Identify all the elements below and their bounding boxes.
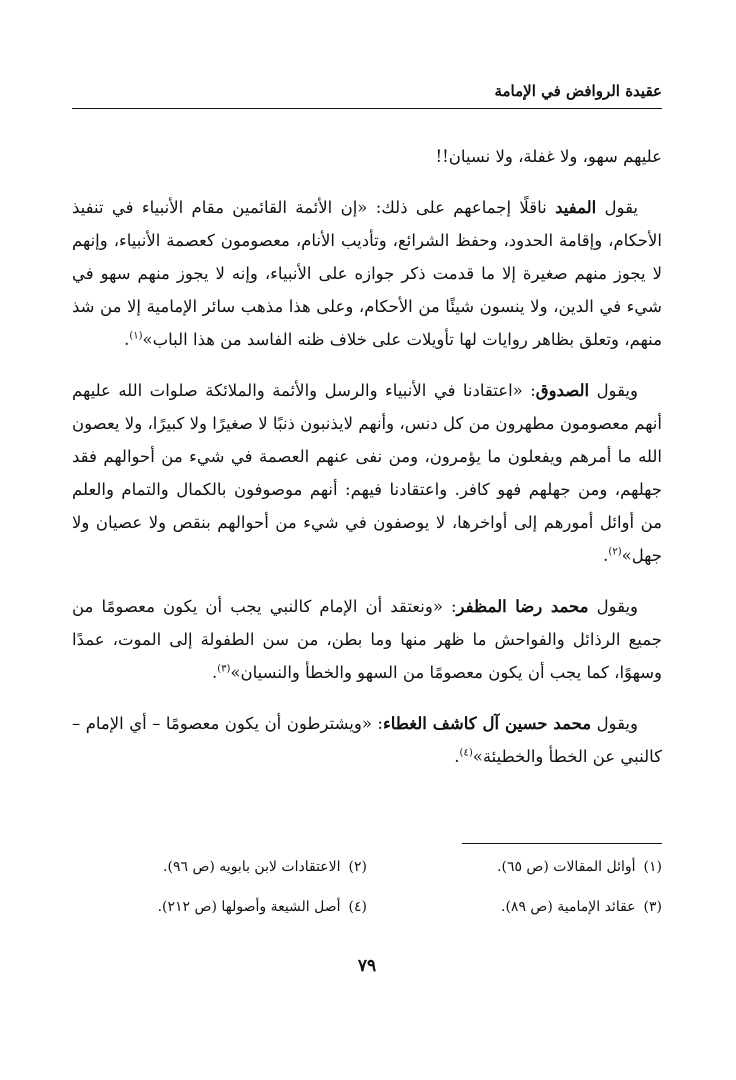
footnote-text: عقائد الإمامية (ص ٨٩). [501,899,636,915]
paragraph-lead: ويقول [591,714,638,733]
quote-text: ناقلًا إجماعهم على ذلك: «إن الأئمة القائمين مقام الأنبياء في تنفيذ الأحكام، وإقامة الحدود، وحفظ الشرائع، وتأديب الأنام، معصومون كعصمة الأنبياء، وإنهم لا يجوز منهم صغيرة إلا ما قدمت ذكر جوازه على الأنبياء، وإنه لا يجوز منهم سهو في شيء في الدين، ولا ينسون شيئًا من الأحكام، وعلى هذا مذهب سائر الإمامية إلا من شذ منهم، وتعلق بظاهر روايات لها تأويلات على خلاف ظنه الفاسد من هذا الباب» [72,198,662,349]
page-number: ٧٩ [357,956,377,976]
author-name: محمد رضا المظفر [456,597,589,616]
quote-text: : «ونعتقد أن الإمام كالنبي يجب أن يكون معصومًا من جميع الرذائل والفواحش ما ظهر منها وما بطن، من سن الطفولة إلى الموت، عمدًا وسهوًا، كما يجب أن يكون معصومًا من السهو والخطأ والنسيان» [72,597,662,682]
sentence-end: . [454,747,460,766]
sentence-end: . [603,546,609,565]
footnote-1 [367,856,662,878]
header-divider [72,108,662,109]
paragraph-kashif-alghita [72,707,662,773]
author-name: محمد حسين آل كاشف الغطاء [382,714,592,733]
footnote-number: (٤) [348,899,367,915]
sentence-end: . [211,663,218,682]
footnote-row [72,856,662,878]
main-text [72,140,662,791]
footnote-divider [462,843,662,844]
footnote-marker: (٣) [217,663,231,675]
sentence-end: . [124,330,130,349]
author-name: المفيد [555,198,597,217]
footnote-3 [367,896,662,918]
continuation-line: عليهم سهو، ولا غفلة، ولا نسيان!! [435,147,662,166]
paragraph-lead: يقول [596,198,639,217]
footnote-number: (٢) [348,859,367,875]
footnote-marker: (٤) [459,747,473,759]
footnote-marker: (١) [129,330,143,342]
quote-text: : «ويشترطون أن يكون معصومًا – أي الإمام – كالنبي عن الخطأ والخطيئة» [72,714,662,766]
author-name: الصدوق [535,381,590,400]
footnote-text: أوائل المقالات (ص ٦٥). [497,859,636,875]
running-header: عقيدة الروافض في الإمامة [494,82,662,100]
footnote-text: أصل الشيعة وأصولها (ص ٢١٢). [157,899,341,915]
footnote-row [72,896,662,918]
paragraph-saduq [72,374,662,572]
footnote-4 [72,896,367,918]
footnote-text: الاعتقادات لابن بابويه (ص ٩٦). [163,859,341,875]
paragraph-mufid [72,191,662,356]
paragraph-lead: ويقول [589,381,638,400]
paragraph-lead: ويقول [588,597,638,616]
footnote-marker: (٢) [608,546,622,558]
quote-text: : «اعتقادنا في الأنبياء والرسل والأئمة والملائكة صلوات الله عليهم أنهم معصومون مطهرون من كل دنس، وأنهم لايذنبون ذنبًا لا صغيرًا ولا كبيرًا، ولا يعصون الله ما أمرهم ويفعلون ما يؤمرون، ومن نفى عنهم العصمة في شيء من أحوالهم فقد جهلهم، ومن جهلهم فهو كافر. واعتقادنا فيهم: أنهم موصوفون بالكمال والتمام والعلم من أوائل أمورهم إلى أواخرها، لا يوصفون في شيء من أحوالهم بنقص ولا عصيان ولا جهل» [72,381,662,565]
footnote-number: (١) [643,859,662,875]
footnotes [72,856,662,936]
footnote-2 [72,856,367,878]
paragraph-muzaffar [72,590,662,689]
book-page [72,0,662,1080]
footnote-number: (٣) [643,899,662,915]
